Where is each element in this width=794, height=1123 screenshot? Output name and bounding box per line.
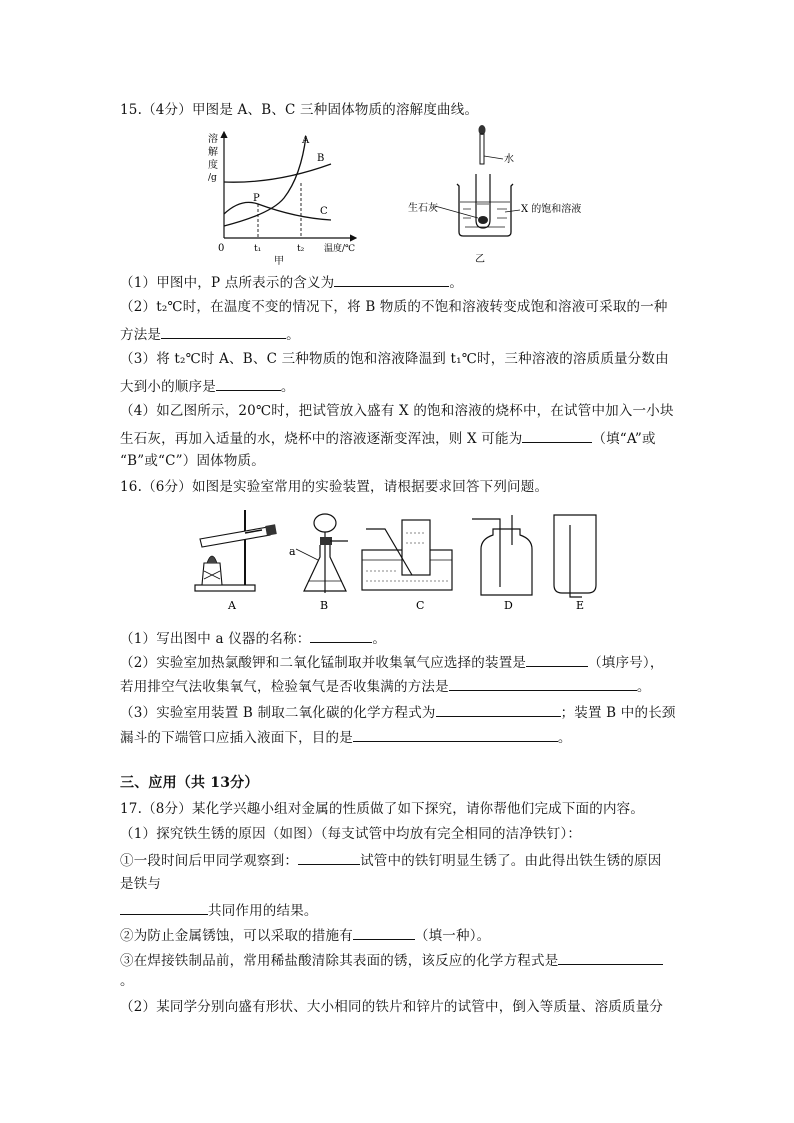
y-label-2: 解 (208, 147, 218, 158)
water-label: 水 (504, 154, 514, 165)
q15-part1: （1）甲图中，P 点所表示的含义为 。 (120, 272, 463, 292)
apparatus-a (195, 510, 277, 591)
q17-part1-1-line2: 是铁与 (120, 876, 162, 892)
apparatus-c (362, 520, 452, 590)
answer-blank[interactable] (526, 652, 588, 667)
q16-part3-line2: 漏斗的下端管口应插入液面下，目的是 。 (120, 727, 572, 747)
curve-c (224, 202, 331, 220)
figure-jia-caption: 甲 (274, 256, 284, 266)
q16-part1: （1）写出图中 a 仪器的名称： 。 (120, 628, 386, 648)
answer-blank[interactable] (353, 925, 415, 940)
curve-b-label: B (317, 153, 325, 164)
dropper-tube (480, 134, 484, 164)
q17-stem: 17.（8分）某化学兴趣小组对金属的性质做了如下探究，请你帮他们完成下面的内容。 (120, 801, 645, 817)
curve-a-label: A (302, 135, 310, 146)
q17-part1: （1）探究铁生锈的原因（如图）（每支试管中均放有完全相同的洁净铁钉）： (120, 826, 582, 842)
curve-c-label: C (320, 206, 328, 217)
q16-part3-line1: （3）实验室用装置 B 制取二氧化碳的化学方程式为 ；装置 B 中的长颈 (120, 702, 676, 722)
t1-label: t₁ (254, 244, 262, 254)
section-3-title: 三、应用（共 13分） (120, 775, 259, 791)
quicklime-label: 生石灰 (408, 203, 438, 214)
q15-part4-line1: （4）如乙图所示，20℃时，把试管放入盛有 X 的饱和溶液的烧杯中，在试管中加入一小块 (120, 403, 674, 419)
answer-blank[interactable] (334, 272, 449, 287)
y-label-3: 度 (208, 160, 218, 171)
q17-part1-1-line1: ①一段时间后甲同学观察到： 试管中的铁钉明显生锈了。由此得出铁生锈的原因 (120, 850, 662, 870)
q17-part2: （2）某同学分别向盛有形状、大小相同的铁片和锌片的试管中，倒入等质量、溶质质量分 (120, 999, 664, 1015)
x-axis-label: 温度/℃ (324, 244, 356, 254)
t2-label: t₂ (297, 244, 305, 254)
answer-blank[interactable] (298, 850, 360, 865)
curve-b (224, 164, 331, 182)
q17-part1-3-line1: ③在焊接铁制品前，常用稀盐酸清除其表面的锈，该反应的化学方程式是 (120, 950, 663, 970)
apparatus-d (472, 515, 532, 595)
answer-blank[interactable] (216, 376, 281, 391)
origin-label: 0 (218, 243, 225, 254)
q17-part1-2: ②为防止金属锈蚀，可以采取的措施有 （填一种）。 (120, 925, 490, 945)
q17-part1-3-line2: 。 (120, 973, 134, 989)
label-c: C (416, 599, 425, 612)
beaker-figure (405, 124, 605, 266)
q16-part2-line1: （2）实验室加热氯酸钾和二氧化锰制取并收集氧气应选择的装置是 （填序号）， (120, 652, 664, 672)
answer-blank[interactable] (522, 428, 592, 443)
label-instrument-a: a (289, 545, 296, 558)
point-p-label: P (253, 193, 260, 204)
answer-blank[interactable] (558, 950, 663, 965)
quicklime-lump (478, 216, 488, 224)
y-label-4: /g (208, 173, 217, 183)
label-a: A (228, 599, 236, 612)
answer-blank[interactable] (161, 324, 286, 339)
label-e: E (576, 599, 585, 612)
q17-part1-1-line3: 共同作用的结果。 (120, 900, 318, 920)
q15-part3-line1: （3）将 t₂℃时 A、B、C 三种物质的饱和溶液降温到 t₁℃时，三种溶液的溶质质量分数由 (120, 351, 669, 367)
label-b: B (320, 599, 329, 612)
apparatus-b (296, 514, 348, 593)
q16-stem: 16.（6分）如图是实验室常用的实验装置，请根据要求回答下列问题。 (120, 479, 549, 495)
saturated-solution-label: X 的饱和溶液 (521, 204, 582, 215)
answer-blank[interactable] (310, 628, 372, 643)
answer-blank[interactable] (449, 676, 637, 691)
q15-part2-line1: （2）t₂℃时，在温度不变的情况下，将 B 物质的不饱和溶液转变成饱和溶液可采取的一种 (120, 299, 668, 315)
answer-blank[interactable] (353, 727, 558, 742)
q15-part4-line2: 生石灰，再加入适量的水，烧杯中的溶液逐渐变浑浊，则 X 可能为 （填“A”或 (120, 428, 656, 448)
q15-part3-line2: 大到小的顺序是 。 (120, 376, 295, 396)
q15-part4-line3: “B”或“C”）固体物质。 (120, 453, 265, 469)
label-d: D (504, 599, 513, 612)
figure-yi-caption: 乙 (475, 254, 485, 265)
apparatus-e (554, 515, 596, 597)
q15-part2-line2: 方法是 。 (120, 324, 300, 344)
q16-part2-line2: 若用排空气法收集氧气，检验氧气是否收集满的方法是 。 (120, 676, 651, 696)
answer-blank[interactable] (436, 702, 561, 717)
y-label-1: 溶 (208, 134, 218, 145)
q15-stem: 15.（4分）甲图是 A、B、C 三种固体物质的溶解度曲线。 (120, 102, 479, 118)
solubility-curve-figure (196, 126, 371, 266)
curve-a (224, 136, 306, 226)
lab-apparatus-figure (190, 505, 610, 615)
answer-blank[interactable] (120, 900, 208, 915)
